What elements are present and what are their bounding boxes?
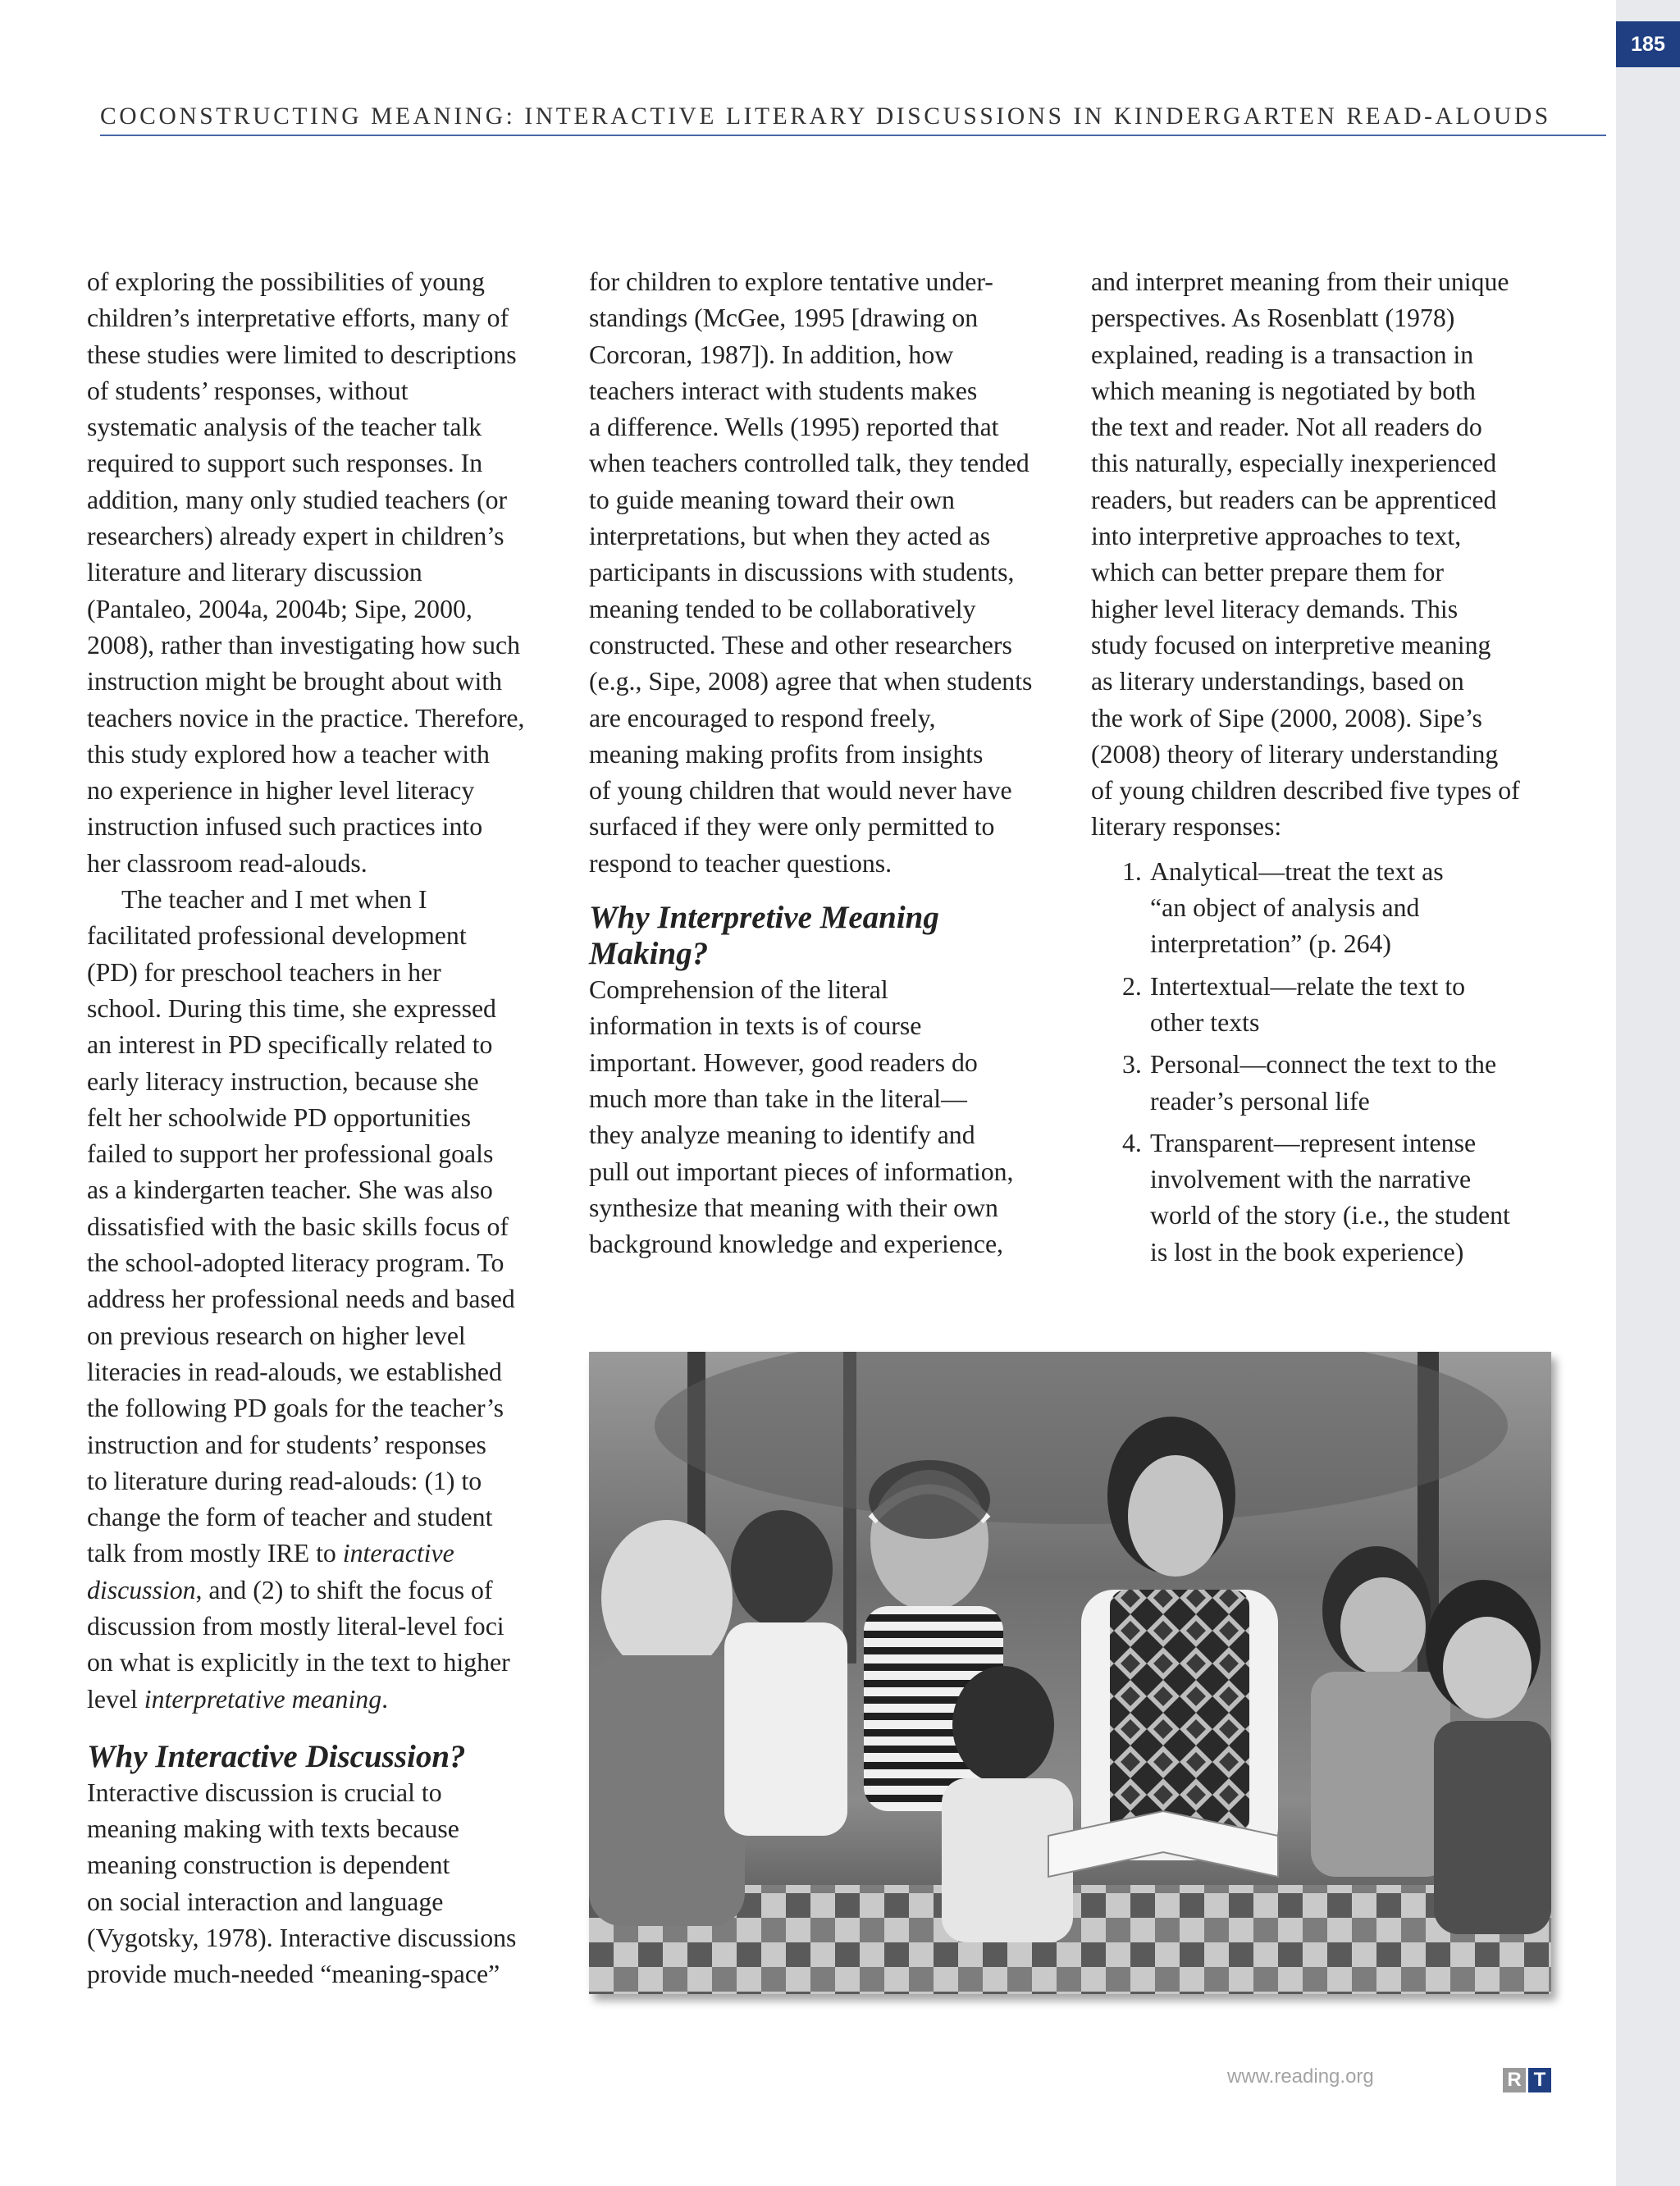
column-1 — [87, 264, 559, 1993]
heading-interpretive-meaning: Why Interpretive Meaning Making? — [589, 900, 939, 972]
page-number: 185 — [1616, 21, 1680, 67]
side-margin-strip — [1616, 0, 1680, 2186]
photo-illustration — [589, 1352, 1551, 1994]
col3-paragraph-1: and interpret meaning from their unique perspectives. As Rosenblatt (1978) explained, reading is a transaction in which meaning is negotiated by both the text and reader. Not all readers do this naturally, especially inexperienced readers, but readers can be apprenticed into interpretive approaches to text, which can better prepare them for higher level literacy demands. This study focused on interpretive meaning as literary understandings, based on the work of Sipe (2000, 2008). Sipe’s (2008) theory of literary understanding of young children described five types of literary responses: — [1091, 267, 1520, 842]
col1-paragraph-3: Interactive discussion is crucial to meaning making with texts because meaning construction is dependent on social interaction and language (Vygotsky, 1978). Interactive discussions provide much-needed “meaning-space” — [87, 1778, 517, 1989]
list-item: 2. Intertextual—relate the text to other texts — [1122, 971, 1466, 1037]
column-2 — [589, 264, 1061, 1262]
list-item: 4. Transparent—represent intense involvement with the narrative world of the story (i.e., the student is lost in the book experience) — [1122, 1128, 1510, 1266]
column-3 — [1091, 264, 1563, 1276]
list-item: 3. Personal—connect the text to the reader’s personal life — [1122, 1050, 1497, 1116]
running-head-rule — [100, 135, 1606, 136]
col1-paragraph-2: The teacher and I met when I facilitated professional development (PD) for preschool teachers in her school. During this time, she expressed an interest in PD specifically related to early literacy instruction, because she felt her schoolwide PD opportunities failed to support her professional goals as a kindergarten teacher. She was also dissatisfied with the basic skills focus of the school-adopted literacy program. To address her professional needs and based on previous research on higher level literacies in read-alouds, we established the following PD goals for the teacher’s instruction and for students’ responses to literature during read-alouds: (1) to change the form of teacher and student talk from mostly IRE to interactive discussion, and (2) to shift the focus of discussion from mostly literal-level foci on what is explicitly in the text to higher level interpretative meaning. — [87, 885, 515, 1714]
list-item: 1. Analytical—treat the text as “an object of analysis and interpretation” (p. 264) — [1122, 856, 1444, 959]
literary-responses-list — [1091, 854, 1563, 1271]
col2-paragraph-2: Comprehension of the literal information in texts is of course important. However, good readers do much more than take in the literal— they analyze meaning to identify and pull out important pieces of information, synthesize that meaning with their own background knowledge and experience, — [589, 975, 1014, 1259]
footer-url: www.reading.org — [1227, 2065, 1374, 2088]
photo-teacher-reading-to-children — [589, 1352, 1551, 1994]
running-head: COCONSTRUCTING MEANING: INTERACTIVE LITERARY DISCUSSIONS IN KINDERGARTEN READ-ALOUDS — [100, 103, 1551, 130]
col1-paragraph-1: of exploring the possibilities of young children’s interpretative efforts, many of these studies were limited to descriptions of students’ responses, without systematic analysis of the teacher talk required to support such responses. In addition, many only studied teachers (or researchers) already expert in children’s literature and literary discussion (Pantaleo, 2004a, 2004b; Sipe, 2000, 2008), rather than investigating how such instruction might be brought about with teachers novice in the practice. Therefore, this study explored how a teacher with no experience in higher level literacy instruction infused such practices into her classroom read-alouds. — [87, 267, 525, 878]
heading-interactive-discussion: Why Interactive Discussion? — [87, 1738, 466, 1774]
rt-logo: R T — [1503, 2068, 1551, 2092]
col2-paragraph-1: for children to explore tentative under- standings (McGee, 1995 [drawing on Corcoran, 1987]). In addition, how teachers interact with students makes a difference. Wells (1995) reported that when teachers controlled talk, they tended to guide meaning toward their own interpretations, but when they acted as participants in discussions with students, meaning tended to be collaboratively constructed. These and other researchers (e.g., Sipe, 2008) agree that when students are encouraged to respond freely, meaning making profits from insights of young children that would never have surfaced if they were only permitted to respond to teacher questions. — [589, 267, 1033, 878]
